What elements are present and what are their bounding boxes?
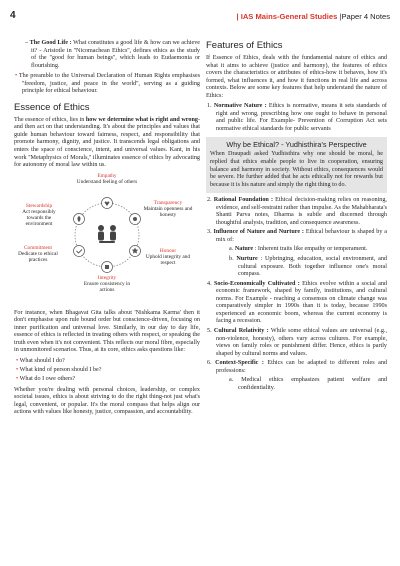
feature-item-5 — [206, 328, 387, 358]
item-number: 2. — [207, 197, 212, 204]
stewardship-desc: Act responsibly towards the environment — [22, 208, 56, 228]
item-text: While some ethical values are universal (e.g., non-violence, honesty), others vary across cultures. For example, views on family roles or punishment differ. Hence, ethics is partly shaped by cultural norms and values. — [216, 327, 387, 357]
features-intro: If Essence of Ethics, deals with the fundamental nature of ethics and what it aims to achieve (justice and harmony), the features of ethics covers the characteristics or attributes of ethics-how it behaves, how it's formed, what influences it, and how it functions in real life and across contexts. Below are some key features that help understand the nature of Ethics: — [206, 55, 387, 99]
running-header — [236, 12, 390, 21]
transparency-desc: Maintain openness and honesty — [143, 205, 193, 219]
ethics-cycle-diagram — [14, 173, 200, 306]
item-number: 3. — [207, 229, 212, 236]
integrity-desc: Ensure consistency in actions — [83, 280, 131, 294]
feature-item-6 — [206, 360, 387, 375]
integrity-title: Integrity — [97, 274, 117, 281]
bullet-icon: • — [16, 366, 19, 373]
bullet-icon: • — [16, 357, 19, 364]
box-text: When Draupadi asked Yudhisthira why one should be moral, he replied that ethics enable people to live in cooperation, ensuring balance and harmony in society. Without ethics, consequences would be severe. He further added that he acts ethically not for rewards but because it is his nature and simply the right thing to do. — [210, 151, 383, 188]
questions-list — [14, 358, 200, 384]
list-item — [14, 358, 200, 366]
item-title: Socio-Economically Cultivated : — [213, 280, 300, 287]
feature-item-3 — [206, 229, 387, 244]
item-title: Cultural Relativity : — [213, 327, 269, 334]
sub-label: b. — [229, 256, 234, 263]
header-paper: Paper 4 Notes — [341, 12, 390, 21]
item-title: Rational Foundation : — [213, 197, 274, 204]
sub-text: : Upbringing, education, social environment, and cultural exposure. Both together influence one's moral compass. — [238, 256, 387, 278]
item-number: 6. — [207, 360, 212, 367]
header-title: IAS Mains-General Studies — [240, 12, 338, 21]
preamble-item — [14, 73, 200, 96]
good-life-item: – The Good Life : What constitutes a good life & how can we achieve it? - Aristotle in ''Nicomachean Ethics'', defines ethics as the study of the ''good for human beings'', which leads to Eudaemonia or flourishing. — [25, 40, 200, 69]
list-item — [14, 376, 200, 384]
item-title: Influence of Nature and Nurture : — [213, 229, 304, 236]
sub-label: a. — [229, 246, 234, 253]
right-column — [206, 40, 387, 394]
bhagavat-paragraph: For instance, when Bhagavat Gita talks about 'Nishkama Karma' then it don't emphasise upon rule bound order but conscience-driven, focusing on inner purification and universal love. Similarly, in our day to day life, essence of ethics is reflected in treating others with respect, or speaking the truth even when it's not convenient. This reflects our moral fibre, especially in unmonitored scenarios. Thus, at its core, ethics asks questions like: — [14, 309, 200, 354]
preamble-text: The preamble to the Universal Declaration of Human Rights emphasises ''freedom, justice, and peace in the world'', serving as a guiding principle for ethical behaviour. — [18, 73, 200, 95]
closing-paragraph: Whether you're dealing with personal choices, leadership, or complex societal issues, ethics is about striving to do the right thing-not just what's legal, convenient, or popular. It's the moral compass that helps align our actions with values like honesty, justice, compassion, and accountability. — [14, 386, 200, 416]
item-title: Context-Specific : — [215, 360, 264, 367]
stewardship-label — [14, 203, 64, 228]
essence-bold: how we determine what is right and wrong — [85, 116, 198, 123]
header-pipe: | — [236, 12, 239, 21]
honour-title: Honour — [159, 247, 177, 254]
essence-text-a: The essence of ethics, lies in — [14, 116, 86, 123]
bullet-icon: • — [15, 73, 18, 80]
header-pipe-2: | — [339, 12, 342, 21]
commitment-label — [14, 245, 62, 264]
item-title: Normative Nature : — [213, 103, 267, 110]
sub-title: Nurture — [236, 256, 258, 263]
commitment-title: Commitment — [24, 244, 52, 251]
item-number: 1. — [207, 103, 212, 110]
good-life-title: The Good Life : — [29, 40, 72, 46]
item-text: Ethics evolve within a social and economic framework, shaped by family, institutions, and cultural norms. For Example - reaching a consensus on climate change was comparatively simpler in 1990s than it is today, because 1990s experienced an economic boom, whereas the current economy is facing a recession. — [216, 280, 387, 325]
box-title: Why be Ethical? - Yudhisthira's Perspective — [226, 140, 367, 150]
item-text: Ethical decision-making relies on reasoning, evidence, and self-restraint rather than impulse. As the Mahabharata's Shanti Parva notes, Dharma is subtle and discerned through thoughtful analysis, tradition, and consequence awareness. — [216, 197, 387, 226]
item-number: 4. — [207, 280, 212, 287]
item-number: 5. — [207, 327, 212, 334]
item-text: Ethical behaviour is shaped by a mix of: — [216, 229, 387, 243]
feature-item-6a — [218, 377, 387, 392]
essence-paragraph — [14, 117, 200, 170]
transparency-title: Transparency — [153, 199, 183, 206]
left-column — [14, 40, 200, 420]
item-text: Ethics is normative, means it sets standards of right and wrong, prescribing how one ought to behave in personal and public life. For Example- Prevention of Corruption Act sets normative ethical standards for public servants — [216, 103, 387, 132]
commitment-node-icon — [74, 245, 85, 256]
center-figures-icon — [98, 225, 116, 243]
honour-label — [138, 248, 198, 267]
sub-text: : Inherent traits like empathy or temperament. — [254, 246, 368, 253]
yudhisthira-box — [206, 137, 387, 193]
stewardship-title: Stewardship — [25, 202, 53, 209]
sub-title: Nature — [234, 246, 254, 253]
empathy-title: Empathy — [97, 172, 117, 179]
feature-item-1 — [206, 103, 387, 133]
feature-item-3b — [218, 256, 387, 279]
list-item — [14, 367, 200, 375]
commitment-desc: Dedicate to ethical practices — [18, 250, 58, 264]
integrity-label — [76, 275, 138, 294]
item-text: Ethics can be adapted to different roles and professions: — [216, 360, 387, 374]
transparency-label — [138, 200, 198, 219]
essence-heading: Essence of Ethics — [14, 101, 90, 113]
empathy-label — [76, 173, 138, 185]
empathy-desc: Understand feeling of others — [76, 178, 138, 185]
sub-label: a. — [229, 377, 234, 384]
feature-item-2 — [206, 197, 387, 227]
sub-text: Medical ethics emphasizes patient welfare and confidentiality. — [238, 377, 387, 391]
good-life-text: What constitutes a good life & how can we achieve it? - Aristotle in ''Nicomachean Ethics'', defines ethics as the study of the ''good for human beings'', which leads to Eudaemonia or flourishing. — [31, 40, 200, 69]
essence-text-b: -and then act on that understanding. It's about the principles and values that guide human behaviour toward fairness, respect, and responsibility that promote harmony, dignity, and justice. It transcends legal obligations and enters the space of conscience, intent, and universal values. Kant, in his work ''Metaphysics of Morals,'' illuminates essence of ethics by advocating for autonomy of moral law within us. — [14, 116, 200, 169]
question-text: What should I do? — [19, 357, 65, 364]
feature-item-3a — [218, 246, 387, 254]
feature-item-4 — [206, 281, 387, 326]
question-text: What kind of person should I be? — [19, 366, 102, 373]
honour-desc: Uphold integrity and respect — [145, 253, 191, 267]
page-number: 4 — [10, 10, 16, 21]
bullet-icon: • — [16, 376, 19, 383]
question-text: What do I owe others? — [19, 376, 76, 383]
features-heading: Features of Ethics — [206, 40, 283, 51]
